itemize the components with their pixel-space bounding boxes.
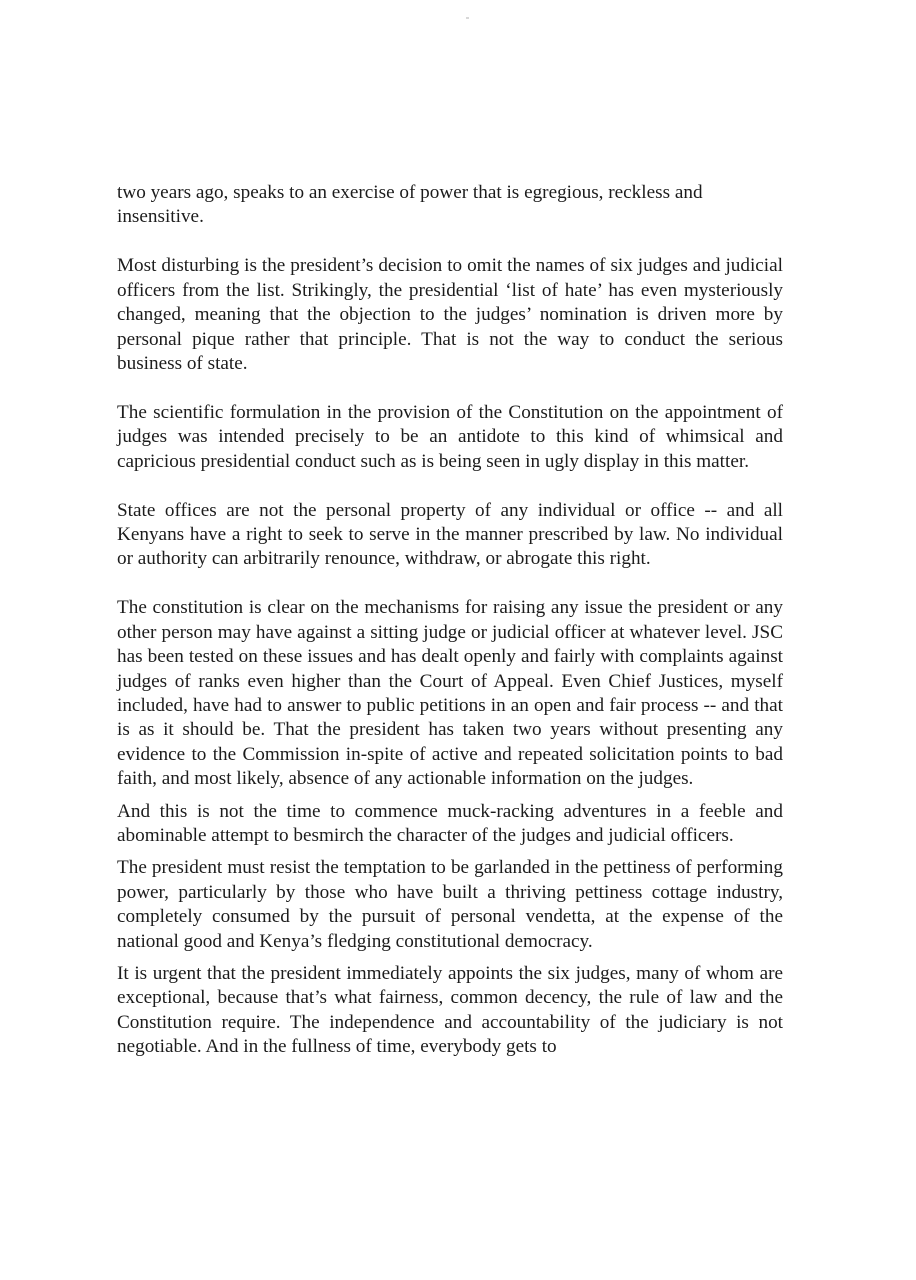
paragraph-1: two years ago, speaks to an exercise of power that is egregious, reckless and insensitive. xyxy=(117,182,703,228)
paragraph-7: The president must resist the temptation to be garlanded in the pettiness of performing power, particularly by those who have built a thriving pettiness cottage industry, completely consumed by the pursuit of personal vendetta, at the expense of the national good and Kenya’s fledging constitutional democracy. xyxy=(117,857,783,952)
document-body xyxy=(117,181,783,1060)
scan-artifact xyxy=(466,17,469,19)
paragraph-2: Most disturbing is the president’s decision to omit the names of six judges and judicial officers from the list. Strikingly, the presidential ‘list of hate’ has even mysteriously changed, meaning that the objection to the judges’ nomination is driven more by personal pique rather that principle. That is not the way to conduct the serious business of state. xyxy=(117,255,783,374)
paragraph-4: State offices are not the personal property of any individual or office -- and all Kenyans have a right to seek to serve in the manner prescribed by law. No individual or authority can arbitrarily renounce, withdraw, or abrogate this right. xyxy=(117,499,783,570)
paragraph-3: The scientific formulation in the provision of the Constitution on the appointment of judges was intended precisely to be an antidote to this kind of whimsical and capricious presidential conduct such as is being seen in ugly display in this matter. xyxy=(117,401,783,472)
paragraph-5: The constitution is clear on the mechanisms for raising any issue the president or any other person may have against a sitting judge or judicial officer at whatever level. JSC has been tested on these issues and has dealt openly and fairly with complaints against judges of ranks even higher than the Court of Appeal. Even Chief Justices, myself included, have had to answer to public petitions in an open and fair process -- and that is as it should be. That the president has taken two years without presenting any evidence to the Commission in-spite of active and repeated solicitation points to bad faith, and most likely, absence of any actionable information on the judges. xyxy=(117,597,783,790)
paragraph-8: It is urgent that the president immediately appoints the six judges, many of whom are exceptional, because that’s what fairness, common decency, the rule of law and the Constitution require. The independence and accountability of the judiciary is not negotiable. And in the fullness of time, everybody gets to xyxy=(117,962,783,1058)
paragraph-6: And this is not the time to commence muck-racking adventures in a feeble and abominable attempt to besmirch the character of the judges and judicial officers. xyxy=(117,800,783,846)
